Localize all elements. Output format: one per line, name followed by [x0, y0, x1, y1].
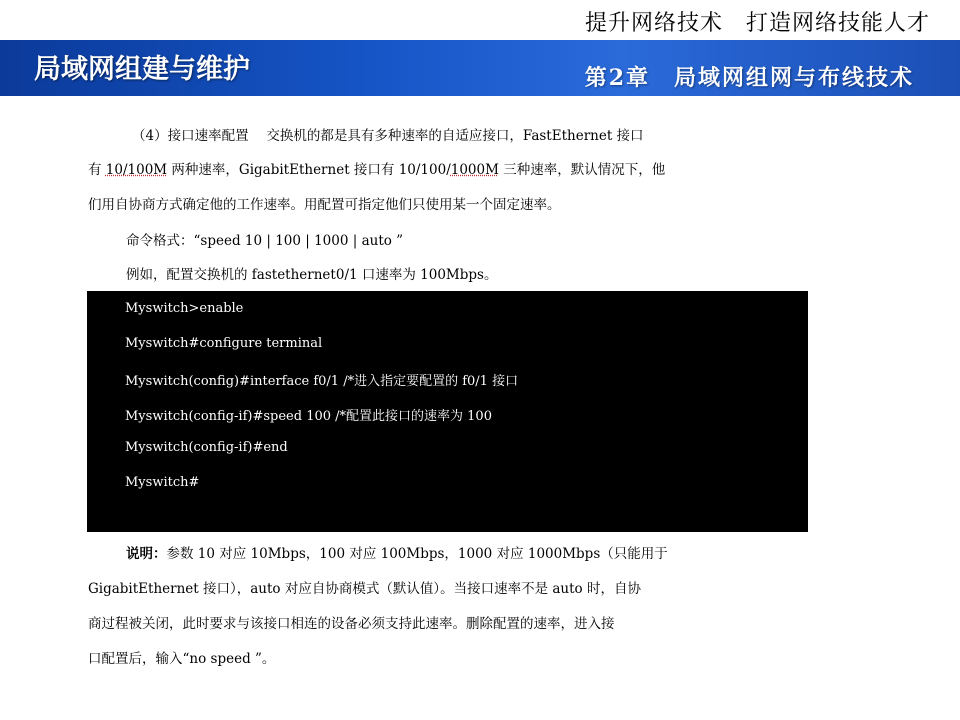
note-label: 说明： — [126, 546, 167, 562]
note-line: 口配置后，输入“no speed ”。 — [88, 651, 276, 667]
spellcheck-word: 1000M — [450, 162, 499, 178]
terminal-line: Myswitch(config-if)#end — [125, 440, 288, 455]
note-line: 商过程被关闭，此时要求与该接口相连的设备必须支持此速率。删除配置的速率，进入接 — [88, 616, 615, 632]
terminal-line: Myswitch(config-if)#speed 100 /*配置此接口的速率为 100 — [125, 409, 492, 424]
spellcheck-word: 10/100M — [105, 162, 168, 178]
paragraph-line: 们用自协商方式确定他的工作速率。用配置可指定他们只使用某一个固定速率。 — [88, 197, 561, 213]
terminal-line: Myswitch(config)#interface f0/1 /*进入指定要配置的 f0/1 接口 — [125, 374, 519, 389]
course-title: 局域网组建与维护 — [34, 54, 250, 85]
paragraph-line: （4）接口速率配置 交换机的都是具有多种速率的自适应接口，FastEthernet 接口 — [132, 128, 644, 144]
text-segment: 有 — [88, 162, 106, 178]
command-format-line: 命令格式：“speed 10 | 100 | 1000 | auto ” — [126, 233, 404, 249]
note-line — [88, 542, 668, 562]
chapter-title: 第2章 局域网组网与布线技术 — [584, 65, 914, 91]
note-text: 参数 10 对应 10Mbps，100 对应 100Mbps，1000 对应 1000Mbps（只能用于 — [166, 546, 668, 562]
text-segment: 三种速率，默认情况下，他 — [498, 162, 666, 178]
note-line: GigabitEthernet 接口），auto 对应自协商模式（默认值）。当接口速率不是 auto 时，自协 — [88, 581, 641, 597]
text-segment: 两种速率，GigabitEthernet 接口有 10/100/ — [167, 162, 451, 178]
example-line: 例如，配置交换机的 fastethernet0/1 口速率为 100Mbps。 — [126, 267, 498, 283]
terminal-line: Myswitch>enable — [125, 301, 244, 316]
terminal-window — [87, 291, 808, 532]
paragraph-line — [88, 158, 665, 178]
terminal-line: Myswitch# — [125, 475, 200, 490]
header-slogan: 提升网络技术 打造网络技能人才 — [584, 11, 930, 36]
terminal-line: Myswitch#configure terminal — [125, 336, 323, 351]
